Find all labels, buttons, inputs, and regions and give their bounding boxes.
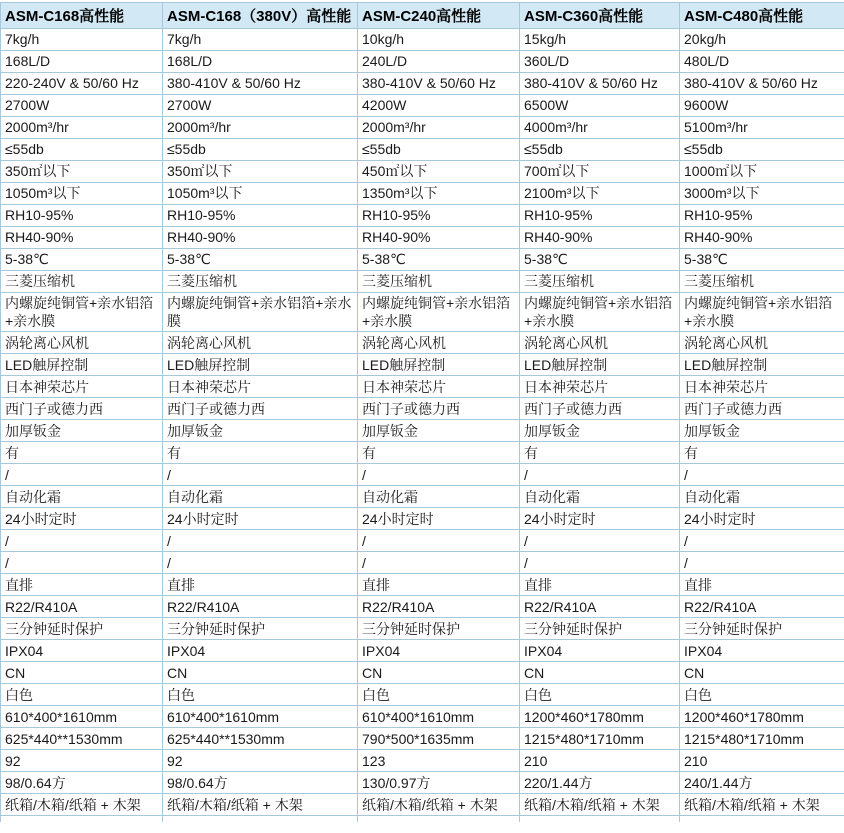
table-cell: / [680, 530, 844, 552]
table-cell: 日本神荣芯片 [680, 376, 844, 398]
table-cell: 15kg/h [520, 29, 680, 51]
table-cell: 240L/D [358, 51, 520, 73]
table-cell: 内螺旋纯铜管+亲水铝箔+亲水膜 [520, 293, 680, 332]
table-cell: 24小时定时 [520, 508, 680, 530]
table-cell: / [163, 530, 358, 552]
table-cell: 有 [520, 442, 680, 464]
table-cell: 92 [1, 750, 163, 772]
table-row [1, 95, 844, 117]
table-cell: / [1, 530, 163, 552]
table-row [1, 750, 844, 772]
table-cell: 三菱压缩机 [520, 271, 680, 293]
table-cell: 加厚钣金 [1, 420, 163, 442]
table-cell: 三菱压缩机 [358, 271, 520, 293]
table-cell: 240/1.44方 [680, 772, 844, 794]
table-cell: 625*440**1530mm [163, 728, 358, 750]
table-cell: 三分钟延时保护 [680, 618, 844, 640]
table-row [1, 596, 844, 618]
empty-cell [520, 816, 680, 822]
table-cell: 日本神荣芯片 [358, 376, 520, 398]
table-cell: 24小时定时 [163, 508, 358, 530]
table-cell: 168L/D [1, 51, 163, 73]
table-cell: 480L/D [680, 51, 844, 73]
table-cell: 24小时定时 [1, 508, 163, 530]
table-cell: 220-240V & 50/60 Hz [1, 73, 163, 95]
table-cell: 西门子或德力西 [520, 398, 680, 420]
table-row [1, 530, 844, 552]
table-cell: / [163, 464, 358, 486]
table-cell: CN [1, 662, 163, 684]
table-cell: 1200*460*1780mm [520, 706, 680, 728]
table-cell: 纸箱/木箱/纸箱 + 木架 [1, 794, 163, 816]
table-cell: 5100m³/hr [680, 117, 844, 139]
table-row [1, 51, 844, 73]
table-cell: 98/0.64方 [163, 772, 358, 794]
table-cell: 7kg/h [1, 29, 163, 51]
table-cell: RH10-95% [358, 205, 520, 227]
table-cell: LED触屏控制 [680, 354, 844, 376]
table-cell: 直排 [1, 574, 163, 596]
table-cell: 9600W [680, 95, 844, 117]
table-cell: ≤55db [163, 139, 358, 161]
table-cell: IPX04 [1, 640, 163, 662]
table-cell: 日本神荣芯片 [163, 376, 358, 398]
table-cell: 白色 [358, 684, 520, 706]
table-row [1, 552, 844, 574]
table-cell: 西门子或德力西 [163, 398, 358, 420]
table-cell: LED触屏控制 [358, 354, 520, 376]
table-cell: 5-38℃ [1, 249, 163, 271]
table-cell: 有 [163, 442, 358, 464]
table-cell: 610*400*1610mm [1, 706, 163, 728]
table-body [1, 29, 844, 822]
table-cell: 三菱压缩机 [1, 271, 163, 293]
table-cell: ≤55db [358, 139, 520, 161]
table-cell: 625*440**1530mm [1, 728, 163, 750]
table-cell: LED触屏控制 [1, 354, 163, 376]
column-header: ASM-C240高性能 [358, 3, 520, 29]
table-cell: 24小时定时 [358, 508, 520, 530]
table-cell: 4000m³/hr [520, 117, 680, 139]
table-cell: 380-410V & 50/60 Hz [520, 73, 680, 95]
table-cell: 350㎡以下 [163, 161, 358, 183]
table-row [1, 486, 844, 508]
table-row [1, 640, 844, 662]
table-row [1, 772, 844, 794]
table-cell: 加厚钣金 [520, 420, 680, 442]
table-cell: 纸箱/木箱/纸箱 + 木架 [358, 794, 520, 816]
table-cell: CN [680, 662, 844, 684]
table-cell: 2100m³以下 [520, 183, 680, 205]
table-cell: RH40-90% [1, 227, 163, 249]
table-cell: 1000㎡以下 [680, 161, 844, 183]
table-cell: 三菱压缩机 [680, 271, 844, 293]
table-cell: 380-410V & 50/60 Hz [358, 73, 520, 95]
partial-empty-row [1, 816, 844, 822]
table-cell: 350㎡以下 [1, 161, 163, 183]
table-row [1, 249, 844, 271]
table-row [1, 442, 844, 464]
table-cell: ≤55db [680, 139, 844, 161]
table-row [1, 794, 844, 816]
table-cell: RH10-95% [163, 205, 358, 227]
table-cell: LED触屏控制 [520, 354, 680, 376]
table-row [1, 271, 844, 293]
table-row [1, 618, 844, 640]
table-header-row [1, 3, 844, 29]
table-row [1, 464, 844, 486]
table-cell: 自动化霜 [358, 486, 520, 508]
table-row [1, 227, 844, 249]
table-cell: 涡轮离心风机 [520, 332, 680, 354]
table-cell: RH40-90% [358, 227, 520, 249]
table-cell: ≤55db [520, 139, 680, 161]
table-cell: 三分钟延时保护 [520, 618, 680, 640]
table-cell: 内螺旋纯铜管+亲水铝箔+亲水膜 [1, 293, 163, 332]
table-cell: 1215*480*1710mm [520, 728, 680, 750]
table-cell: 610*400*1610mm [163, 706, 358, 728]
table-cell: 790*500*1635mm [358, 728, 520, 750]
table-cell: 3000m³以下 [680, 183, 844, 205]
table-cell: 700㎡以下 [520, 161, 680, 183]
table-row [1, 420, 844, 442]
table-row [1, 161, 844, 183]
table-cell: 西门子或德力西 [1, 398, 163, 420]
table-cell: 6500W [520, 95, 680, 117]
table-cell: 123 [358, 750, 520, 772]
table-cell: 白色 [1, 684, 163, 706]
product-spec-table [0, 2, 844, 822]
table-cell: R22/R410A [1, 596, 163, 618]
table-cell: 5-38℃ [163, 249, 358, 271]
table-cell: / [680, 552, 844, 574]
column-header: ASM-C168高性能 [1, 3, 163, 29]
table-row [1, 728, 844, 750]
table-cell: 加厚钣金 [358, 420, 520, 442]
table-cell: CN [520, 662, 680, 684]
table-cell: 三分钟延时保护 [163, 618, 358, 640]
table-cell: 内螺旋纯铜管+亲水铝箔+亲水膜 [680, 293, 844, 332]
table-cell: 450㎡以下 [358, 161, 520, 183]
table-cell: 西门子或德力西 [358, 398, 520, 420]
table-cell: 1050m³以下 [163, 183, 358, 205]
table-cell: 360L/D [520, 51, 680, 73]
table-cell: 10kg/h [358, 29, 520, 51]
table-cell: 1200*460*1780mm [680, 706, 844, 728]
table-cell: IPX04 [163, 640, 358, 662]
table-cell: LED触屏控制 [163, 354, 358, 376]
table-cell: 92 [163, 750, 358, 772]
table-cell: 5-38℃ [680, 249, 844, 271]
table-cell: 加厚钣金 [163, 420, 358, 442]
table-cell: CN [163, 662, 358, 684]
table-cell: 1050m³以下 [1, 183, 163, 205]
table-cell: 三分钟延时保护 [1, 618, 163, 640]
table-cell: 内螺旋纯铜管+亲水铝箔+亲水膜 [358, 293, 520, 332]
table-cell: 2000m³/hr [358, 117, 520, 139]
table-cell: 白色 [680, 684, 844, 706]
table-row [1, 117, 844, 139]
table-cell: 直排 [163, 574, 358, 596]
table-cell: 涡轮离心风机 [358, 332, 520, 354]
empty-cell [358, 816, 520, 822]
empty-cell [1, 816, 163, 822]
table-cell: ≤55db [1, 139, 163, 161]
table-cell: 三分钟延时保护 [358, 618, 520, 640]
table-cell: 日本神荣芯片 [1, 376, 163, 398]
table-row [1, 29, 844, 51]
table-row [1, 293, 844, 332]
table-header [1, 3, 844, 29]
table-cell: 涡轮离心风机 [680, 332, 844, 354]
table-cell: 三菱压缩机 [163, 271, 358, 293]
table-cell: 4200W [358, 95, 520, 117]
table-cell: 纸箱/木箱/纸箱 + 木架 [163, 794, 358, 816]
table-cell: 5-38℃ [520, 249, 680, 271]
table-cell: 1350m³以下 [358, 183, 520, 205]
table-cell: 纸箱/木箱/纸箱 + 木架 [520, 794, 680, 816]
column-header: ASM-C168（380V）高性能 [163, 3, 358, 29]
table-cell: R22/R410A [520, 596, 680, 618]
table-cell: 西门子或德力西 [680, 398, 844, 420]
table-cell: 白色 [520, 684, 680, 706]
table-cell: RH40-90% [163, 227, 358, 249]
table-cell: 2000m³/hr [1, 117, 163, 139]
table-row [1, 574, 844, 596]
table-cell: 有 [1, 442, 163, 464]
table-cell: 直排 [520, 574, 680, 596]
table-cell: / [520, 552, 680, 574]
table-cell: 日本神荣芯片 [520, 376, 680, 398]
table-cell: IPX04 [358, 640, 520, 662]
table-row [1, 139, 844, 161]
table-cell: 5-38℃ [358, 249, 520, 271]
table-cell: 自动化霜 [163, 486, 358, 508]
table-cell: 有 [358, 442, 520, 464]
table-cell: 自动化霜 [520, 486, 680, 508]
table-cell: / [163, 552, 358, 574]
table-cell: 380-410V & 50/60 Hz [680, 73, 844, 95]
column-header: ASM-C480高性能 [680, 3, 844, 29]
table-row [1, 205, 844, 227]
table-cell: 自动化霜 [1, 486, 163, 508]
table-row [1, 398, 844, 420]
table-cell: / [358, 552, 520, 574]
table-row [1, 354, 844, 376]
table-cell: 210 [520, 750, 680, 772]
table-cell: R22/R410A [358, 596, 520, 618]
table-cell: 610*400*1610mm [358, 706, 520, 728]
table-cell: 加厚钣金 [680, 420, 844, 442]
column-header: ASM-C360高性能 [520, 3, 680, 29]
table-cell: 130/0.97方 [358, 772, 520, 794]
table-cell: RH40-90% [520, 227, 680, 249]
table-cell: / [520, 530, 680, 552]
table-row [1, 508, 844, 530]
table-cell: 白色 [163, 684, 358, 706]
table-cell: / [358, 530, 520, 552]
table-cell: R22/R410A [680, 596, 844, 618]
table-cell: 涡轮离心风机 [1, 332, 163, 354]
table-cell: 24小时定时 [680, 508, 844, 530]
empty-cell [163, 816, 358, 822]
table-cell: 220/1.44方 [520, 772, 680, 794]
table-cell: 2700W [1, 95, 163, 117]
table-cell: 有 [680, 442, 844, 464]
table-cell: 20kg/h [680, 29, 844, 51]
table-cell: 直排 [358, 574, 520, 596]
table-cell: 1215*480*1710mm [680, 728, 844, 750]
table-cell: RH10-95% [520, 205, 680, 227]
table-cell: 自动化霜 [680, 486, 844, 508]
table-cell: R22/R410A [163, 596, 358, 618]
table-cell: / [358, 464, 520, 486]
table-row [1, 376, 844, 398]
table-cell: 98/0.64方 [1, 772, 163, 794]
table-row [1, 183, 844, 205]
table-cell: 纸箱/木箱/纸箱 + 木架 [680, 794, 844, 816]
table-cell: 直排 [680, 574, 844, 596]
table-cell: RH10-95% [1, 205, 163, 227]
table-cell: 2000m³/hr [163, 117, 358, 139]
table-cell: RH40-90% [680, 227, 844, 249]
table-cell: 210 [680, 750, 844, 772]
table-row [1, 662, 844, 684]
table-cell: / [520, 464, 680, 486]
table-cell: 168L/D [163, 51, 358, 73]
empty-cell [680, 816, 844, 822]
table-cell: IPX04 [680, 640, 844, 662]
table-cell: RH10-95% [680, 205, 844, 227]
table-cell: / [1, 464, 163, 486]
table-cell: 2700W [163, 95, 358, 117]
table-cell: 380-410V & 50/60 Hz [163, 73, 358, 95]
table-row [1, 73, 844, 95]
table-cell: / [680, 464, 844, 486]
table-cell: IPX04 [520, 640, 680, 662]
table-cell: 涡轮离心风机 [163, 332, 358, 354]
table-cell: / [1, 552, 163, 574]
table-row [1, 706, 844, 728]
table-cell: CN [358, 662, 520, 684]
table-row [1, 332, 844, 354]
table-cell: 7kg/h [163, 29, 358, 51]
table-row [1, 684, 844, 706]
table-cell: 内螺旋纯铜管+亲水铝箔+亲水膜 [163, 293, 358, 332]
